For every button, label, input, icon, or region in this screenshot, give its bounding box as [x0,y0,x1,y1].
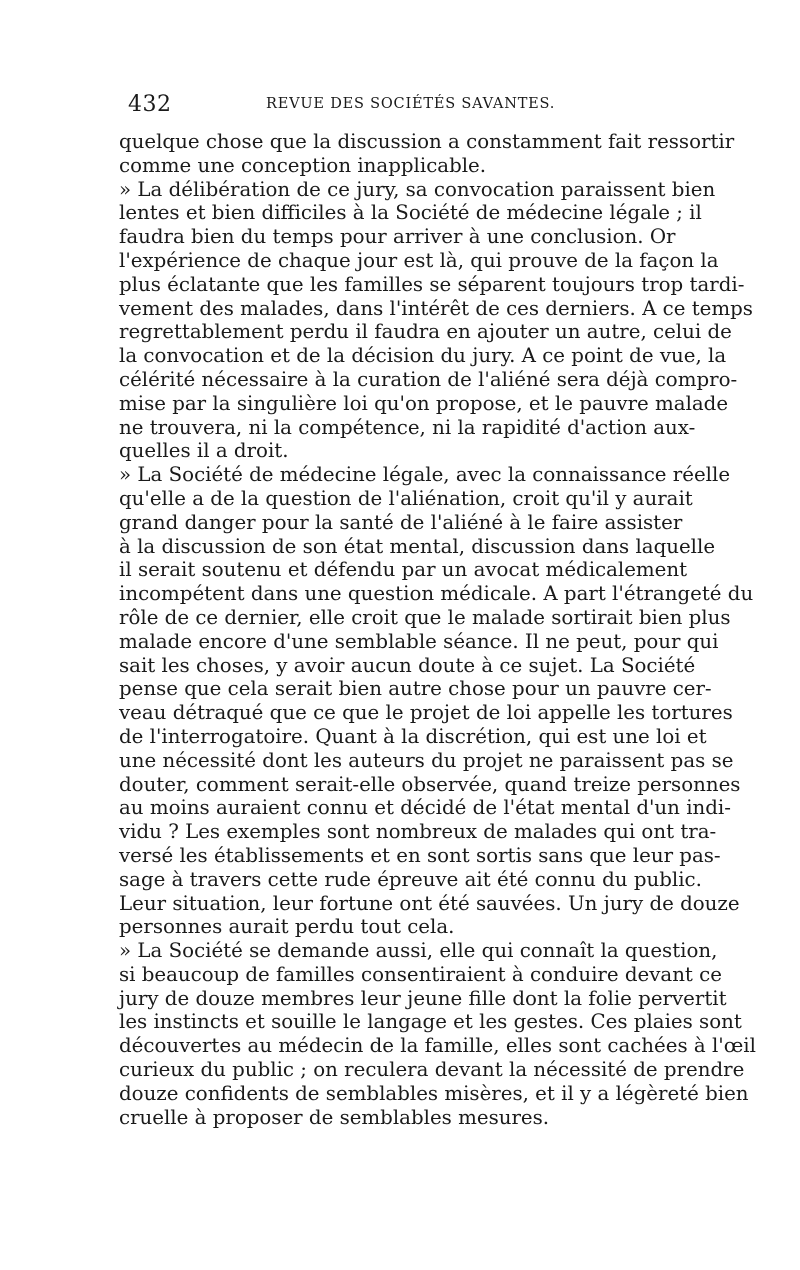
text-line: curieux du public ; on reculera devant la nécessité de prendre [119,1058,745,1082]
body-text [119,130,756,1129]
text-line: ne trouvera, ni la compétence, ni la rapidité d'action aux- [119,415,696,439]
text-line: veau détraqué que ce que le projet de loi appelle les tortures [119,701,733,725]
text-line: les instincts et souille le langage et les gestes. Ces plaies sont [119,1010,742,1034]
text-line: » La délibération de ce jury, sa convocation paraissent bien [119,177,716,201]
paragraph [119,177,753,464]
text-line: à la discussion de son état mental, discussion dans laquelle [119,534,716,558]
paragraph [119,939,756,1129]
text-line: sage à travers cette rude épreuve ait été connu du public. [119,867,702,891]
page-number: 432 [128,92,172,117]
text-line: pense que cela serait bien autre chose pour un pauvre cer- [119,677,712,701]
text-line: versé les établissements et en sont sortis sans que leur pas- [119,843,721,867]
text-line: regrettablement perdu il faudra en ajouter un autre, celui de [119,320,732,344]
page-header [128,92,688,120]
text-line: douter, comment serait-elle observée, quand treize personnes [119,772,741,796]
text-line: la convocation et de la décision du jury. A ce point de vue, la [119,344,727,368]
text-line: l'expérience de chaque jour est là, qui prouve de la façon la [119,248,719,272]
text-line: il serait soutenu et défendu par un avocat médicalement [119,558,688,582]
text-line: plus éclatante que les familles se séparent toujours trop tardi- [119,272,745,296]
text-line: malade encore d'une semblable séance. Il ne peut, pour qui [119,629,719,653]
text-line: jury de douze membres leur jeune fille dont la folie pervertit [119,986,727,1010]
text-line: célérité nécessaire à la curation de l'aliéné sera déjà compro- [119,367,738,391]
text-line: une nécessité dont les auteurs du projet ne paraissent pas se [119,748,734,772]
text-line: sait les choses, y avoir aucun doute à ce sujet. La Société [119,653,696,677]
text-line: » La Société de médecine légale, avec la connaissance réelle [119,463,731,487]
text-line: mise par la singulière loi qu'on propose, et le pauvre malade [119,391,729,415]
text-line: grand danger pour la santé de l'aliéné à le faire assister [119,510,683,534]
text-line: faudra bien du temps pour arriver à une conclusion. Or [119,225,676,249]
text-line: lentes et bien difficiles à la Société de médecine légale ; il [119,201,702,225]
text-line: découvertes au médecin de la famille, elles sont cachées à l'œil [119,1034,756,1058]
text-line: si beaucoup de familles consentiraient à conduire devant ce [119,962,722,986]
text-line: quelles il a droit. [119,439,289,463]
text-line: personnes aurait perdu tout cela. [119,915,455,939]
text-line: Leur situation, leur fortune ont été sauvées. Un jury de douze [119,891,740,915]
paragraph [119,130,735,178]
text-line: qu'elle a de la question de l'aliénation, croit qu'il y aurait [119,486,693,510]
text-line: rôle de ce dernier, elle croit que le malade sortirait bien plus [119,605,731,629]
text-line: cruelle à proposer de semblables mesures. [119,1105,550,1129]
text-line: comme une conception inapplicable. [119,153,487,177]
running-title: REVUE DES SOCIÉTÉS SAVANTES. [266,96,556,112]
text-line: quelque chose que la discussion a constamment fait ressortir [119,130,735,153]
paragraph [119,463,754,939]
text-line: vement des malades, dans l'intérêt de ces derniers. A ce temps [119,296,753,320]
text-line: douze confidents de semblables misères, et il y a légèreté bien [119,1081,749,1105]
text-line: au moins auraient connu et décidé de l'état mental d'un indi- [119,796,731,820]
text-line: incompétent dans une question médicale. A part l'étrangeté du [119,582,754,606]
text-line: » La Société se demande aussi, elle qui connaît la question, [119,939,718,963]
text-line: de l'interrogatoire. Quant à la discrétion, qui est une loi et [119,724,707,748]
text-line: vidu ? Les exemples sont nombreux de malades qui ont tra- [119,820,717,844]
